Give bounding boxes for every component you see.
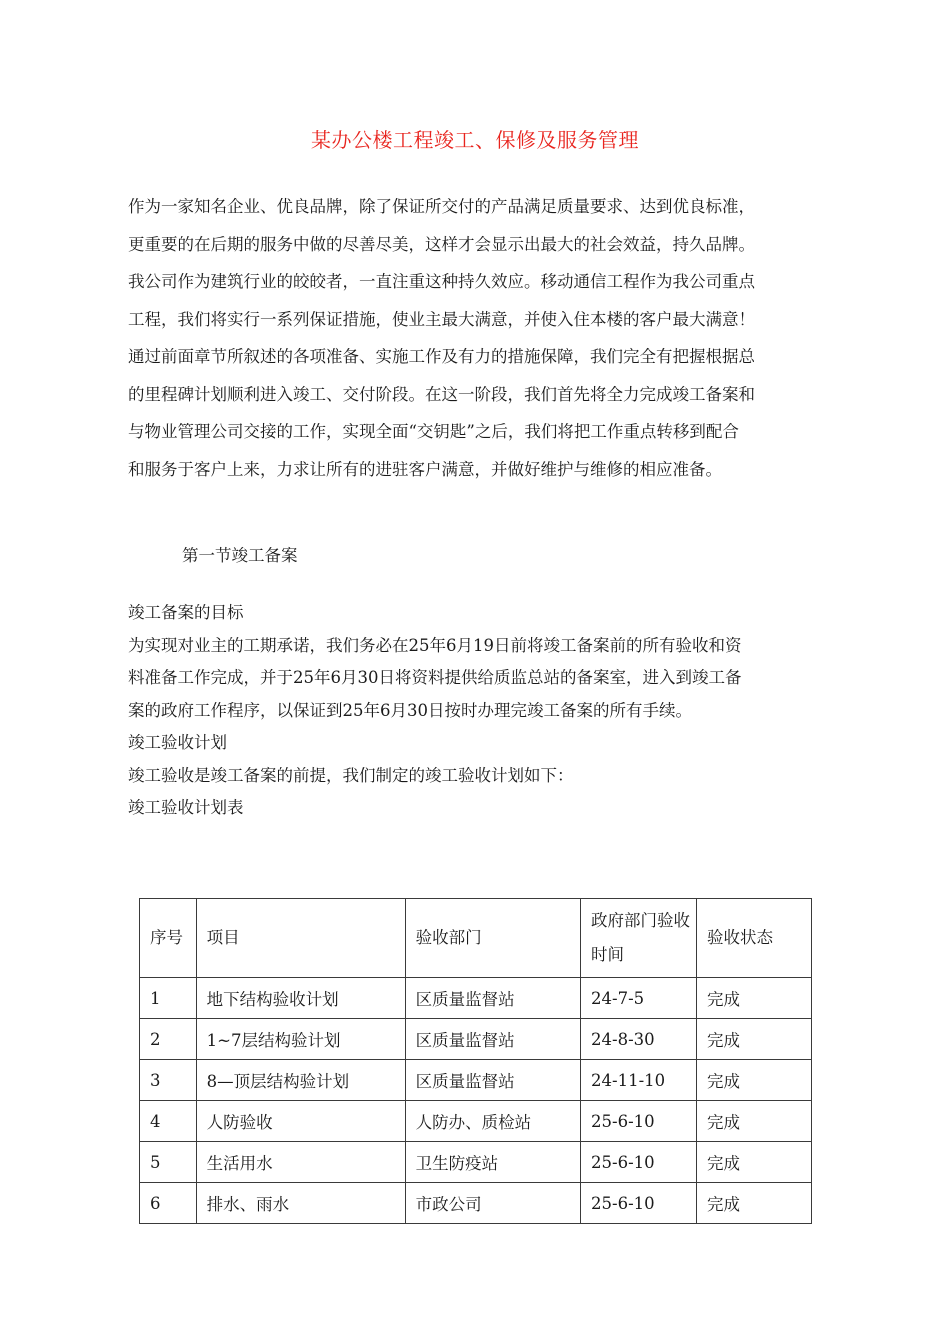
table-header-cell: 验收部门: [405, 899, 580, 978]
table-header-cell: 验收状态: [697, 899, 812, 978]
table-cell: 1~7层结构验计划: [196, 1019, 405, 1060]
table-cell: 区质量监督站: [405, 1060, 580, 1101]
table-cell: 完成: [697, 1019, 812, 1060]
table-cell: 卫生防疫站: [405, 1142, 580, 1183]
table-cell: 市政公司: [405, 1183, 580, 1224]
table-cell: 1: [140, 978, 197, 1019]
table-cell: 3: [140, 1060, 197, 1101]
table-cell: 完成: [697, 1142, 812, 1183]
table-row: [140, 978, 812, 1019]
intro-line: 作为一家知名企业、优良品牌，除了保证所交付的产品满足质量要求、达到优良标准，: [128, 197, 755, 216]
table-cell: 25-6-10: [581, 1142, 697, 1183]
table-cell: 地下结构验收计划: [196, 978, 405, 1019]
table-cell: 完成: [697, 1101, 812, 1142]
section-heading: 第一节竣工备案: [182, 546, 298, 565]
subheading-goal: 竣工备案的目标: [128, 603, 244, 622]
table-header-cell: 项目: [196, 899, 405, 978]
intro-paragraph: [128, 188, 828, 488]
table-cell: 完成: [697, 1060, 812, 1101]
intro-line: 工程，我们将实行一系列保证措施，使业主最大满意，并使入住本楼的客户最大满意！: [128, 309, 755, 329]
table-cell: 4: [140, 1101, 197, 1142]
table-cell: 区质量监督站: [405, 978, 580, 1019]
table-cell: 排水、雨水: [196, 1183, 405, 1224]
table-row: [140, 1183, 812, 1224]
table-row: [140, 1142, 812, 1183]
intro-line: 通过前面章节所叙述的各项准备、实施工作及有力的措施保障，我们完全有把握根据总: [128, 347, 755, 366]
table-cell: 人防办、质检站: [405, 1101, 580, 1142]
table-cell: 生活用水: [196, 1142, 405, 1183]
table-cell: 完成: [697, 978, 812, 1019]
table-cell: 24-11-10: [581, 1060, 697, 1101]
intro-line: 与物业管理公司交接的工作，实现全面“交钥匙”之后，我们将把工作重点转移到配合: [128, 422, 739, 441]
table-row: [140, 1019, 812, 1060]
table-cell: 5: [140, 1142, 197, 1183]
table-cell: 8—顶层结构验计划: [196, 1060, 405, 1101]
intro-line: 和服务于客户上来，力求让所有的进驻客户满意，并做好维护与维修的相应准备。: [128, 459, 722, 479]
table-caption: 竣工验收计划表: [128, 798, 244, 817]
goal-line: 料准备工作完成，并于25年6月30日将资料提供给质监总站的备案室，进入到竣工备: [128, 668, 742, 687]
table-cell: 24-8-30: [581, 1019, 697, 1060]
acceptance-plan-table: [139, 898, 812, 1224]
section-body: [128, 597, 828, 825]
intro-line: 的里程碑计划顺利进入竣工、交付阶段。在这一阶段，我们首先将全力完成竣工备案和: [128, 384, 755, 404]
intro-line: 更重要的在后期的服务中做的尽善尽美，这样才会显示出最大的社会效益，持久品牌。: [128, 234, 755, 254]
table-header-cell: 序号: [140, 899, 197, 978]
table-cell: 区质量监督站: [405, 1019, 580, 1060]
table-cell: 24-7-5: [581, 978, 697, 1019]
table-header-cell: 政府部门验收时间: [581, 899, 697, 978]
table-cell: 25-6-10: [581, 1183, 697, 1224]
goal-line: 案的政府工作程序，以保证到25年6月30日按时办理完竣工备案的所有手续。: [128, 700, 692, 720]
table-row: [140, 1101, 812, 1142]
table-row: [140, 1060, 812, 1101]
table-cell: 人防验收: [196, 1101, 405, 1142]
intro-line: 我公司作为建筑行业的皎皎者，一直注重这种持久效应。移动通信工程作为我公司重点: [128, 272, 755, 291]
goal-line: 为实现对业主的工期承诺，我们务必在25年6月19日前将竣工备案前的所有验收和资: [128, 635, 742, 655]
subheading-plan: 竣工验收计划: [128, 733, 227, 752]
plan-intro: 竣工验收是竣工备案的前提，我们制定的竣工验收计划如下：: [128, 765, 574, 785]
table-cell: 6: [140, 1183, 197, 1224]
table-cell: 完成: [697, 1183, 812, 1224]
table-cell: 2: [140, 1019, 197, 1060]
table-header-row: [140, 899, 812, 978]
document-title: 某办公楼工程竣工、保修及服务管理: [311, 128, 639, 152]
table-cell: 25-6-10: [581, 1101, 697, 1142]
